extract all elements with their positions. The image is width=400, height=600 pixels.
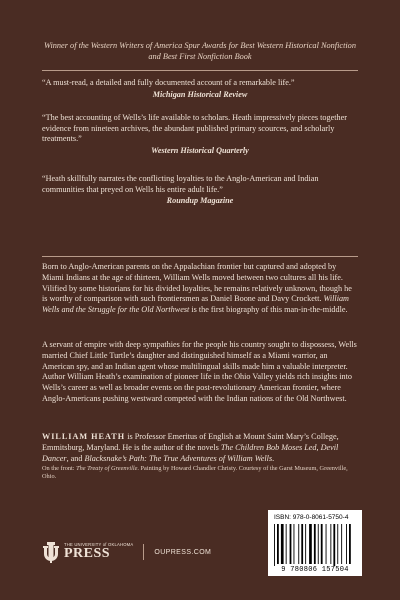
award-statement: Winner of the Western Writers of America Spur Awards for Best Western Historical Nonfiction and Best First Nonfiction Book [44,41,356,61]
cover-credit [42,465,358,482]
review-quote: “Heath skillfully narrates the conflicting loyalties to the Anglo-American and Indian communities that preyed on Wells his entire adult life.” [42,174,319,194]
novel-title: The Children Bob Moses Led [220,442,317,452]
publisher-website: OUPRESS.COM [154,548,212,556]
description-text: Born to Anglo-American parents on the Appalachian frontier but captured and adopted by Miami Indians at the age of thirteen, William Wells moved between two cultures all his life. Vilified by some historians for his divided loyalties, he remains relatively unknown, though he is worthy of comparison with such frontiersmen as Daniel Boone and Davy Crockett. [42,262,352,304]
painting-title: The Treaty of Greenville [76,465,138,472]
ou-logo-icon [42,541,60,563]
review-quote: “The best accounting of Wells’s life available to scholars. Heath impressively pieces together evidence from nineteen archives, the abundant published primary scources, and scholarly treatments.” [42,113,347,143]
bio-text: is Professor Emeritus of English at Mount Saint Mary’s College, Emmitsburg, Maryland. He is the author of the novels [42,432,339,452]
barcode-digits: 9 780806 157504 [281,566,349,574]
credit-text: On the front: [42,465,77,472]
book-title: William Wells and the Struggle for the Old Northwest [42,294,349,315]
review-source: Michigan Historical Review [152,89,248,99]
review-2 [42,113,358,156]
novel-title: Blacksnake’s Path: The True Adventures of William Wells [84,453,273,463]
publisher-divider [143,544,144,560]
barcode-icon [274,524,356,566]
bio-text: , [316,442,321,452]
bio-text: . [272,453,275,463]
author-bio [42,432,358,464]
isbn-label: ISBN: 978-0-8061-5750-4 [274,514,349,521]
press-university-line: THE UNIVERSITY of OKLAHOMA [64,541,134,547]
press-name: PRESS [64,546,111,562]
divider-top [42,70,358,71]
review-source: Western Historical Quarterly [151,145,249,155]
description-paragraph-2: A servant of empire with deep sympathies for the people his country sought to dispossess, Wells married Chief Little Turtle’s daughter and distinguished himself as a Miami warrior, an American spy, and an Indian agent whose multilingual skills made him a valuable interpreter. Author William Heath’s examination of pioneer life in the Ohio Valley yields rich insights into Wells’s career as well as broader events on the post-revolutionary American frontier, where Anglo-Americans pushing westward competed with the Indian nations of the Old Northwest. [42,340,357,403]
review-quote: “A must-read, a detailed and fully documented account of a remarkable life.” [42,78,295,87]
publisher-block [42,540,211,564]
credit-text: . Painting by Howard Chandler Christy. Courtesy of the Garst Museum, Greenville, Ohio. [42,465,348,481]
novel-title: Devil Dancer [42,442,339,463]
bio-text: , and [66,453,85,463]
description-text: is the first biography of this man-in-the-middle. [189,305,348,315]
review-source: Roundup Magazine [166,196,234,205]
description-paragraph-1 [42,262,358,316]
review-1 [42,78,358,100]
review-3 [42,174,358,207]
author-name: WILLIAM HEATH [42,432,126,441]
isbn-barcode [268,510,362,576]
press-wordmark [64,543,133,561]
divider-middle [42,256,358,257]
